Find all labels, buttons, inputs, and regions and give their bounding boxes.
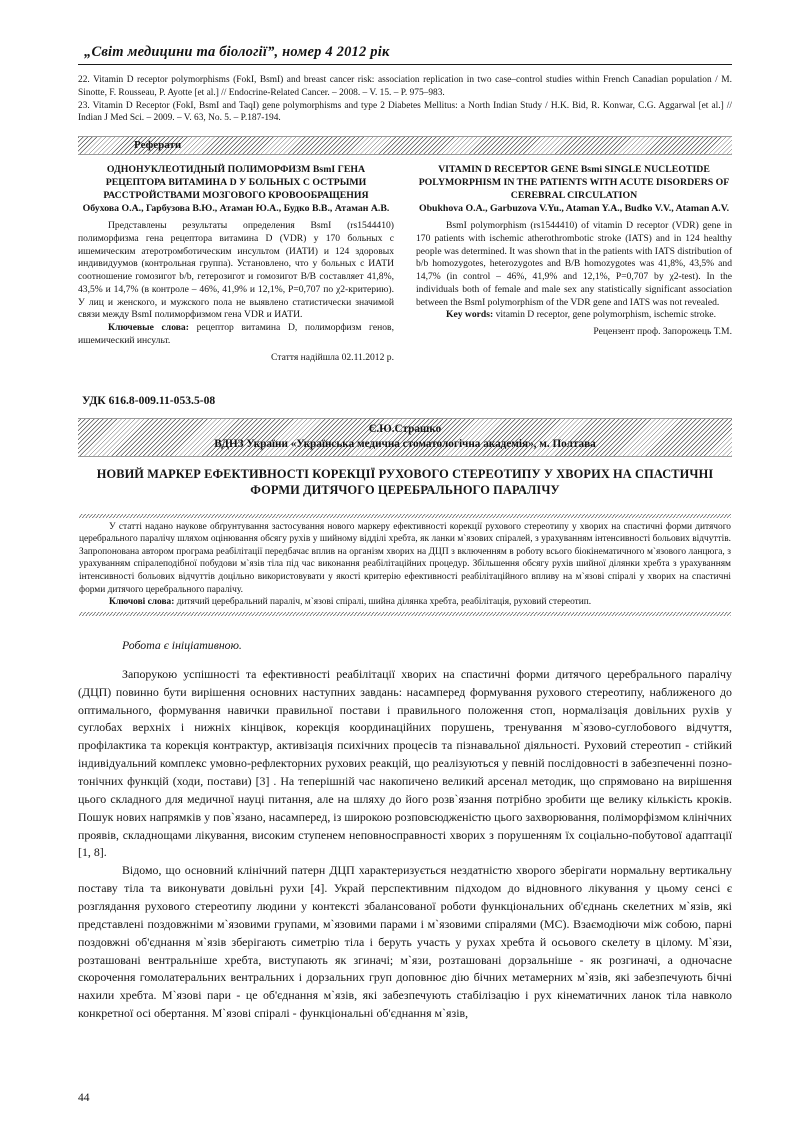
page-content — [78, 0, 732, 1023]
reference-item: 22. Vitamin D receptor polymorphisms (FokI, BsmI) and breast cancer risk: association replication in two case–control studies within French Canadian population / M. Sinotte, F. Rousseau, P. Ayotte [et al.] // Endocrine-Related Cancer. – 2008. – V. 15. – P. 975–983. — [78, 75, 732, 98]
abstract-ru-authors: Обухова О.А., Гарбузова В.Ю., Атаман Ю.А., Будко В.В., Атаман А.В. — [82, 203, 390, 215]
article-summary-text: У статті надано наукове обґрунтування застосування нового маркеру ефективності корекції рухового стереотипу у хворих на спастичні форми дитячого церебрального паралічу шляхом оцінювання обсягу рухів у шийному відділі хребта, як ланки м`язових спіралей, з урахуванням інтенсивності больових відчуттів. Запропонована автором програма реабілітації передбачає вплив на організм хворих на ДЦП з включенням в роботу всього біокінематичного м`язового ланцюга, з урахуванням спіралеподібної побудови м`язів тіла під час виконання реабілітаційних процедур. Збільшення обсягу рухів шийної ділянки хребта з урахуванням інтенсивності больових відчуттів доцільно використовувати у якості критерію ефективності реабілітаційного впливу на м`язові спіралі у хворих на спастичні форми дитячого церебрального паралічу. — [79, 521, 731, 595]
running-head-rule — [78, 64, 732, 65]
abstract-en-keywords — [416, 309, 732, 322]
article-keywords-label: Ключові слова: — [109, 597, 175, 608]
article-keywords — [79, 596, 731, 609]
reference-item: 23. Vitamin D Receptor (FokI, BsmI and TaqI) gene polymorphisms and type 2 Diabetes Mellitus: a North Indian Study / H.K. Bid, R. Konwar, C.G. Aggarwal [et al.] // Indian J Med Sci. – 2009. – V. 63, No. 5. – P.187-194. — [78, 100, 732, 124]
abstract-english — [416, 164, 732, 364]
abstract-en-body: BsmI polymorphism (rs1544410) of vitamin D receptor (VDR) gene in 170 patients with ischemic atherothrombotic stroke (IATS) and in 124 healthy people was determined. It was shown that in the patients with IATS distribution of b/b homozygotes, heterozygotes and B/B homozygotes was 41,8%, 43,5% and 14,7% (in control – 46%, 41,9% and 12,1%, P=0,707 by χ2-test). In the individuals both of female and male sex any statistically significant association between the BsmI polymorphism of the VDR gene and IATS was not revealed. — [416, 220, 733, 308]
abstract-ru-keywords-label: Ключевые слова: — [108, 322, 189, 334]
abstracts-columns — [78, 164, 732, 364]
udc-code: УДК 616.8-009.11-053.5-08 — [82, 394, 216, 408]
article-title: НОВИЙ МАРКЕР ЕФЕКТИВНОСТІ КОРЕКЦІЇ РУХОВОГО СТЕРЕОТИПУ У ХВОРИХ НА СПАСТИЧНІ ФОРМИ ДИТЯЧОГО ЦЕРЕБРАЛЬНОГО ПАРАЛІЧУ — [96, 466, 714, 498]
page-number: 44 — [78, 1092, 90, 1104]
body-paragraph: Запорукою успішності та ефективності реабілітації хворих на спастичні форми дитячого церебрального паралічу (ДЦП) повинно бути вирішення основних наступних завдань: насамперед формування рухового стереотипу, наближеного до оптимального, формування навички правильної постави і правильного положення стоп, нормалізація довільних рухів у суглобах верхніх і нижніх кінцівок, корекція координаційних порушень, тренування м`язово-суглобового відчуття, профілактика та корекція контрактур, активізація психічних процесів та пізнавальної діяльності. Руховий стереотип - стійкий індивідуальний комплекс умовно-рефлекторних рухових реакцій, що реалізуються у певній послідовності в забезпеченні позно-тонічних функцій (ходи, постави) [3] . На теперішній час накопичено великий арсенал методик, що спрямовано на вирішення цього складного для медичної науці питання, але на шляху до його розв`язання потрібно зробити ще велику кількість кроків. Пошук нових напрямків у пов`язано, насамперед, із широкою розповсюдженістю цього захворювання, поліморфізмом клінічних проявів, складнощами лікування, високим ступенем неповносправності хворих з порушенням їх соціально-побутової адаптації [1, 8]. — [78, 666, 732, 860]
article-author-band — [78, 418, 732, 457]
abstract-russian — [78, 164, 394, 364]
running-head: „Світ медицини та біології”, номер 4 2012 рік — [84, 44, 390, 60]
reference-list — [78, 74, 732, 125]
summary-inner — [79, 518, 731, 612]
abstract-ru-keywords-text: рецептор витамина D, полиморфизм генов, ишемический инсульт. — [78, 322, 394, 346]
abstract-en-keywords-text: vitamin D receptor, gene polymorphism, ischemic stroke. — [493, 309, 717, 321]
abstracts-section-label: Реферати — [134, 139, 182, 152]
article-keywords-text: дитячий церебральний параліч, м`язові спіралі, шийна ділянка хребта, реабілітація, руховий стереотип. — [174, 597, 592, 608]
abstract-ru-footer: Стаття надійшла 02.11.2012 р. — [271, 351, 394, 363]
abstract-en-authors: Obukhova O.A., Garbuzova V.Yu., Ataman Y.A., Budko V.V., Ataman A.V. — [418, 203, 730, 215]
summary-top-rule — [79, 514, 731, 518]
abstract-ru-body: Представлены результаты определения BsmI (rs1544410) полиморфизма гена рецептора витамина D (VDR) у 170 больных с ишемическим атеротромботическим инсультом (ИАТИ) и 124 здоровых индивидуумов (контрольная группа). Установлено, что у больных с ИАТИ соотношение гомозигот b/b, гетерозигот и гомозигот B/B составляет 41,8%, 43,5% и 14,7% (в контроле – 46%, 41,9% и 12,1%, Р=0,707 по χ2-критерию). У лиц и женского, и мужского пола не выявлено статистически значимой связи между BsmI полиморфизмом гена VDR и ИАТИ. — [78, 220, 394, 321]
article-affiliation: ВДНЗ України «Українська медична стоматологічна академія», м. Полтава — [214, 438, 596, 451]
article-body — [78, 666, 732, 1023]
abstract-en-title: VITAMIN D RECEPTOR GENE Bsmi SINGLE NUCLEOTIDE POLYMORPHISM IN THE PATIENTS WITH ACUTE DISORDERS OF CEREBRAL CIRCULATION — [418, 164, 730, 201]
abstract-ru-keywords — [78, 322, 394, 348]
initiative-note: Робота є ініціативною. — [122, 637, 242, 652]
article-summary-box — [78, 507, 732, 621]
abstract-en-footer: Рецензент проф. Запорожець Т.М. — [593, 326, 732, 338]
article-author: Є.Ю.Страшко — [368, 423, 442, 436]
abstract-ru-title: ОДНОНУКЛЕОТИДНЫЙ ПОЛИМОРФИЗМ BsmI ГЕНА РЕЦЕПТОРА ВИТАМИНА D У БОЛЬНЫХ С ОСТРЫМИ РАССТРОЙСТВАМИ МОЗГОВОГО КРОВООБРАЩЕНИЯ — [103, 164, 369, 201]
summary-bottom-rule — [79, 612, 731, 616]
abstracts-section-band — [78, 136, 732, 155]
abstract-en-keywords-label: Key words: — [446, 309, 494, 321]
body-paragraph: Відомо, що основний клінічний патерн ДЦП характеризується нездатністю хворого зберігати нормальну вертикальну поставу тіла та виконувати довільні рухи [4]. Украй перспективним підходом до відновного лікування у цьому сенсі є розглядання рухового стереотипу людини у контексті збалансованої роботи функціональних об'єднань скелетних м`язів, які представлені поздовжніми м`язовими групами, м`язовими парами і м`язовими спіралями (МС). Взаємодіючи між собою, парні поздовжні об'єднання м`язів зберігають симетрію тіла і беруть участь у рухах хребта й осьового скелету в цілому. М`язи, розташовані вентральніше хребта, виступають як згиначі; м`язи, розташовані дорзальніше - як розгиначі, а одночасне скорочення гомолатеральних вентральних і дорзальних груп доповнює дію бічних метамерних м`язів, які забезпечують бічні нахили хребта. М`язові пари - це об'єднання м`язів, які забезпечують стабілізацію і рух кінематичних ланок тіла навколо конкретної осі обертання. М`язові спіралі - функціональні об'єднання м`язів, — [78, 863, 732, 1021]
